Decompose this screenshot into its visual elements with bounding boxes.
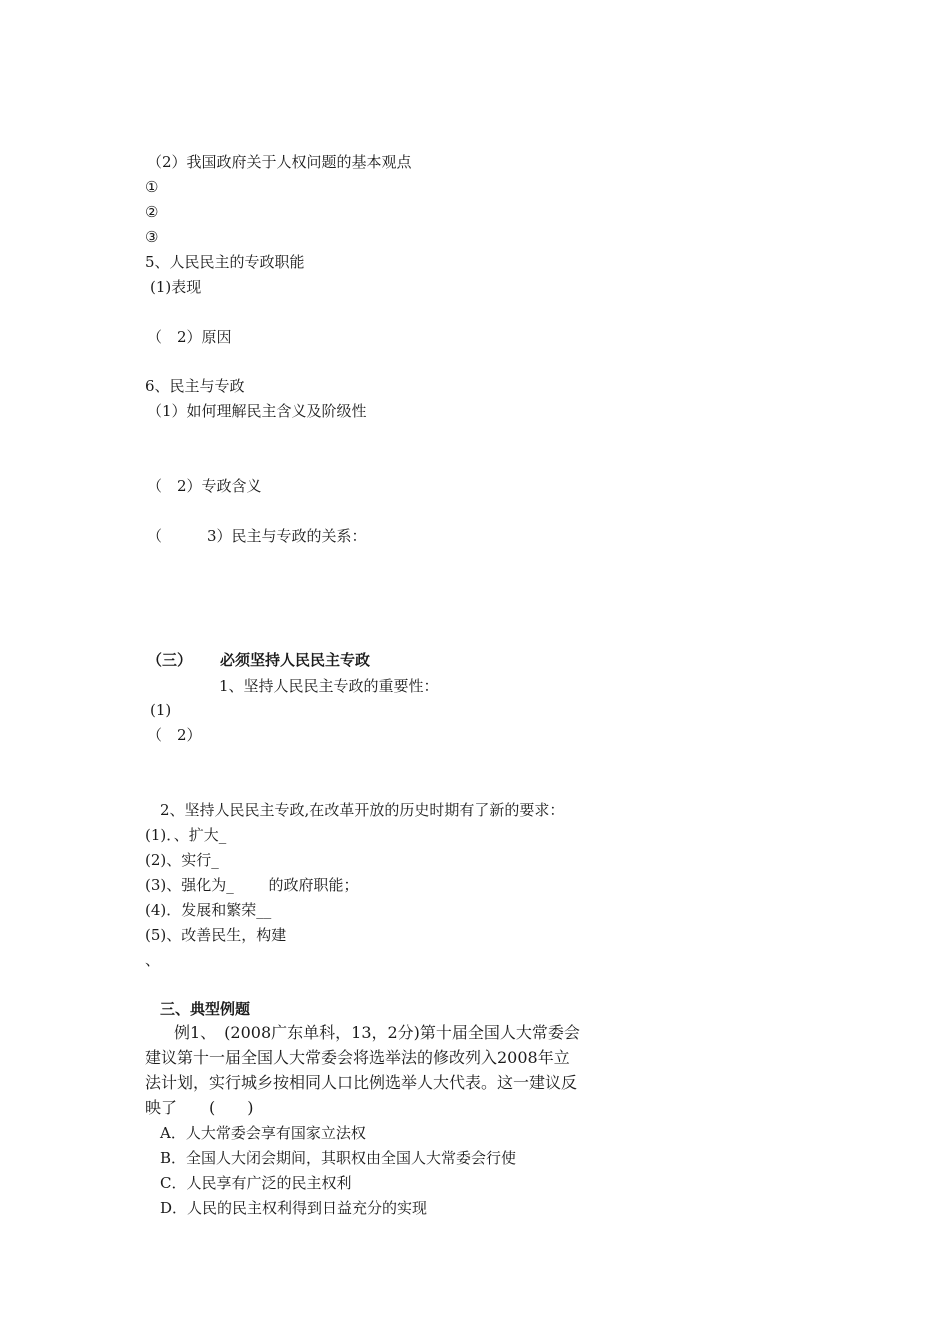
option-d: D．人民的民主权利得到日益充分的实现	[160, 1199, 428, 1217]
requirement-4: (4)．发展和繁荣__	[145, 901, 272, 919]
question-1-line-3: 法计划，实行城乡按相同人口比例选举人大代表。这一建议反	[145, 1073, 578, 1092]
sub-1-item-2: （ 2）	[147, 726, 202, 744]
circle-item-3: ③	[145, 228, 159, 246]
circle-item-1: ①	[145, 178, 159, 196]
question-1-line-4: 映了 ( )	[145, 1098, 254, 1117]
item-4-2: （2）我国政府关于人权问题的基本观点	[147, 153, 412, 171]
item-5-1: (1)表现	[150, 278, 202, 296]
section-three-title: 必须坚持人民民主专政	[220, 651, 371, 669]
sub-1-item-1: (1)	[150, 701, 172, 719]
question-1-line-1: 例1、 (2008广东单科，13，2分)第十届全国人大常委会	[174, 1023, 580, 1042]
section-three-number: （三）	[147, 651, 193, 669]
option-b: B．全国人大闭会期间，其职权由全国人大常委会行使	[160, 1149, 517, 1167]
requirement-3: (3)、强化为_ 的政府职能；	[145, 876, 359, 894]
tail-mark: 、	[145, 951, 161, 969]
item-6-2: （ 2）专政含义	[147, 477, 262, 495]
option-c: C．人民享有广泛的民主权利	[160, 1174, 352, 1192]
item-6-heading: 6、民主与专政	[145, 377, 245, 395]
requirement-5: (5)、改善民生，构建	[145, 926, 287, 944]
item-6-1: （1）如何理解民主含义及阶级性	[147, 402, 367, 420]
item-5-heading: 5、人民民主的专政职能	[145, 253, 305, 271]
circle-item-2: ②	[145, 203, 159, 221]
examples-heading: 三、典型例题	[160, 1000, 251, 1018]
sub-heading-1: 1、坚持人民民主专政的重要性：	[219, 677, 439, 695]
item-6-3: （ 3）民主与专政的关系：	[147, 527, 367, 545]
option-a: A．人大常委会享有国家立法权	[160, 1124, 366, 1142]
question-1-line-2: 建议第十一届全国人大常委会将选举法的修改列入2008年立	[145, 1048, 570, 1067]
sub-heading-2: 2、坚持人民民主专政,在改革开放的历史时期有了新的要求：	[160, 801, 565, 819]
item-5-2: （ 2）原因	[147, 328, 232, 346]
requirement-2: (2)、实行_	[145, 851, 219, 869]
requirement-1: (1)．、扩大_	[145, 826, 227, 844]
